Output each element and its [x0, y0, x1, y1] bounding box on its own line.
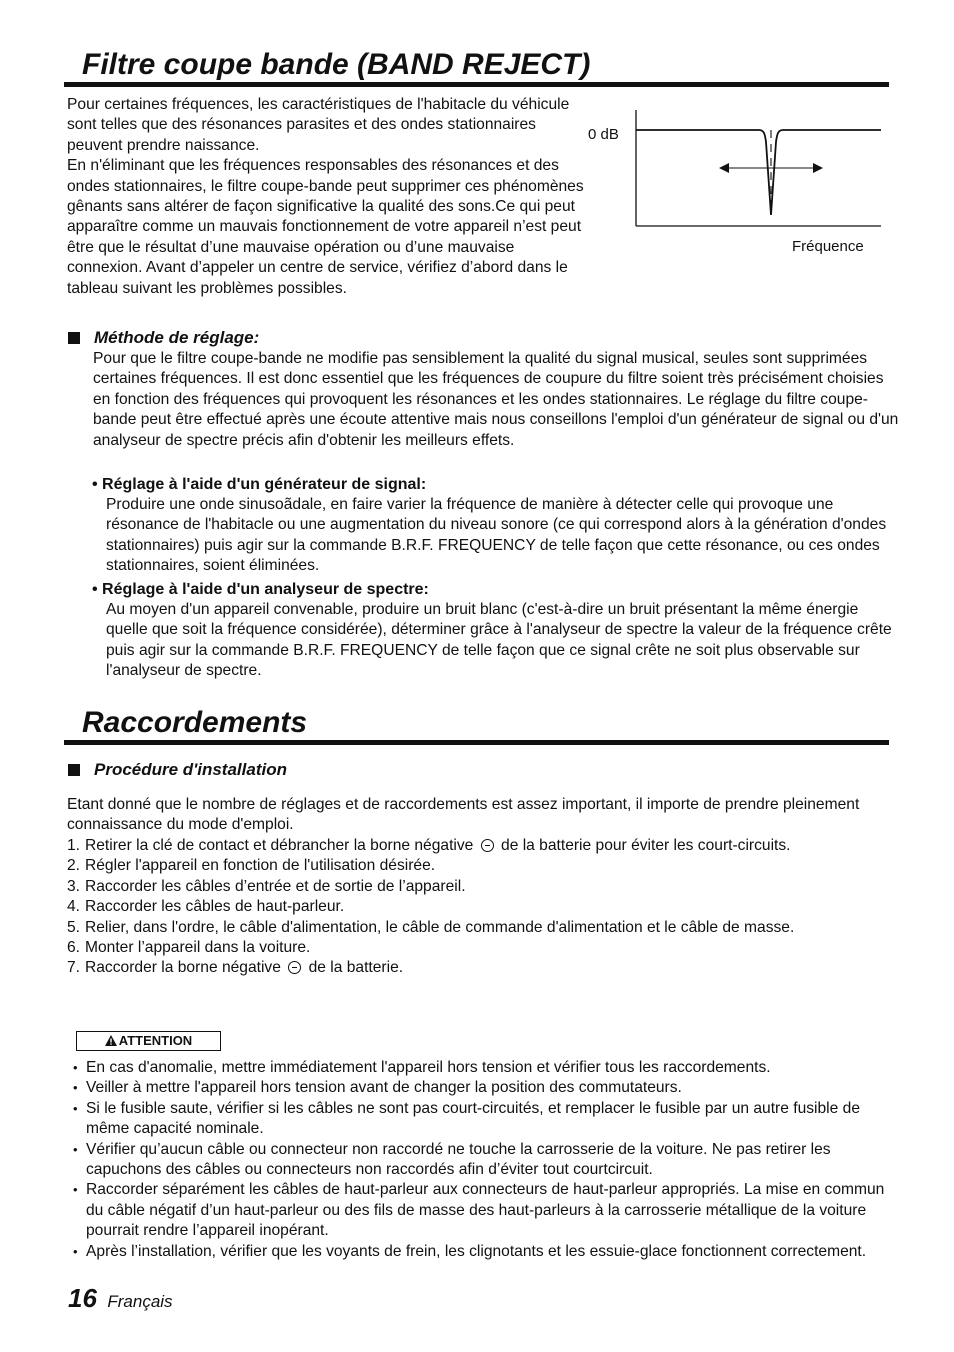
band-reject-curve: [585, 100, 885, 260]
procedure-intro: Etant donné que le nombre de réglages et de raccordements est assez important, il importe de prendre pleinement connaissance du mode d'emploi.: [67, 796, 860, 834]
attention-label: ATTENTION: [76, 1031, 221, 1051]
attention-warnings: [73, 1058, 903, 1262]
page-footer: [68, 1283, 173, 1314]
analyzer-text: Au moyen d'un appareil convenable, produire un bruit blanc (c'est-à-dire un bruit présentant la même énergie quelle que soit la fréquence considérée), déterminer grâce à l'analyseur de spectre la valeur de la fréquence crête puis agir sur la commande B.R.F. FREQUENCY de telle façon que ce signal crête ne soit plus observable sur l'analyseur de spectre.: [106, 601, 892, 680]
band-reject-intro: [67, 95, 589, 299]
intro-paragraph-2: En n'éliminant que les fréquences responsables des résonances et des ondes stationnaires, le filtre coupe-bande peut supprimer ces phénomènes gênants sans altérer de façon significative la qualité des sons.Ce qui peut apparaître comme un mauvais fonctionnement de votre appareil n’est peut être que le résultat d’une mauvaise opération ou d’une mauvaise connexion. Avant d’appeler un centre de service, vérifiez d’abord dans le tableau suivant les problèmes possibles.: [67, 157, 584, 297]
footer-language: Français: [107, 1292, 173, 1311]
intro-paragraph-1: Pour certaines fréquences, les caractéristiques de l'habitacle du véhicule sont telles que des résonances parasites et des ondes stationnaires peuvent prendre naissance.: [67, 96, 570, 154]
arrow-left-head: [719, 163, 729, 173]
analyzer-heading: • Réglage à l'aide d'un analyseur de spectre:: [92, 581, 429, 598]
step-item: 7. Raccorder la borne négative de la batterie.: [67, 959, 404, 977]
arrow-right-head: [813, 163, 823, 173]
step-item: 4. Raccorder les câbles de haut-parleur.: [67, 898, 345, 916]
installation-steps: [67, 836, 857, 979]
page-number: 16: [68, 1283, 97, 1313]
warning-item: • Veiller à mettre l'appareil hors tension avant de changer la position des commutateurs.: [73, 1078, 903, 1098]
square-bullet-icon: [68, 764, 80, 776]
title-rule: [64, 82, 889, 87]
generator-text: Produire une onde sinusoãdale, en faire varier la fréquence de manière à détecter celle qui provoque une résonance de l'habitacle ou une augmentation du niveau sonore (ce qui correspond alors à la génération d'ondes stationnaires) puis agir sur la commande B.R.F. FREQUENCY de telle façon que cette résonance, ou ces ondes stationnaires, soient éliminées.: [106, 496, 887, 575]
method-text: Pour que le filtre coupe-bande ne modifie pas sensiblement la qualité du signal musical, seules sont supprimées certaines fréquences. Il est donc essentiel que les fréquences de coupure du filtre soient très précisément choisies en fonction des fréquences qui provoquent les résonances et les ondes stationnaires. Le réglage du filtre coupe-bande peut être effectué après une écoute attentive mais nous conseillons l'emploi d'un générateur de signal ou d'un analyseur de spectre précis afin d'obtenir les meilleurs effets.: [93, 350, 899, 449]
band-reject-diagram: [585, 100, 885, 260]
warning-item: • Vérifier qu’aucun câble ou connecteur non raccordé ne touche la carrosserie de la voiture. Ne pas retirer les capuchons des câbles ou connecteurs non raccordés afin d’éviter tout courtcircuit.: [73, 1140, 903, 1181]
step-item: 5. Relier, dans l'ordre, le câble d'alimentation, le câble de commande d'alimentation et le câble de masse.: [67, 918, 795, 936]
diagram-y-label: 0 dB: [588, 126, 619, 143]
procedure-heading: Procédure d'installation: [68, 759, 287, 781]
warning-item: • Raccorder séparément les câbles de haut-parleur aux connecteurs de haut-parleur appropriés. La mise en commun du câble négatif d’un haut-parleur ou des fils de masse des haut-parleurs à la carrosserie métallique de la voiture pourrait rendre l’appareil inopérant.: [73, 1180, 903, 1241]
notch-curve: [636, 130, 881, 215]
warning-item: • En cas d'anomalie, mettre immédiatement l'appareil hors tension et vérifier tous les raccordements.: [73, 1058, 903, 1078]
step-item: 6. Monter l’appareil dans la voiture.: [67, 939, 311, 957]
warning-item: • Si le fusible saute, vérifier si les câbles ne sont pas court-circuités, et remplacer le fusible par un autre fusible de même capacité nominale.: [73, 1099, 903, 1140]
step-item: 2. Régler l'appareil en fonction de l'utilisation désirée.: [67, 857, 436, 875]
negative-terminal-icon: [481, 839, 494, 852]
connections-title-rule: [64, 740, 889, 745]
warning-item: • Après l’installation, vérifier que les voyants de frein, les clignotants et les essuie-glace fonctionnent correctement.: [73, 1242, 903, 1262]
diagram-x-label: Fréquence: [792, 238, 864, 255]
generator-heading: • Réglage à l'aide d'un générateur de signal:: [92, 476, 427, 493]
step-item: 3. Raccorder les câbles d’entrée et de sortie de l’appareil.: [67, 877, 466, 895]
negative-terminal-icon: [288, 961, 301, 974]
warning-triangle-icon: [105, 1035, 117, 1046]
section-title-connections: Raccordements: [82, 706, 308, 739]
section-title-band-reject: Filtre coupe bande (BAND REJECT): [82, 48, 591, 81]
step-item: 1. Retirer la clé de contact et débrancher la borne négative de la batterie pour éviter les court-circuits.: [67, 837, 791, 854]
method-heading: Méthode de réglage:: [68, 327, 259, 349]
square-bullet-icon: [68, 332, 80, 344]
